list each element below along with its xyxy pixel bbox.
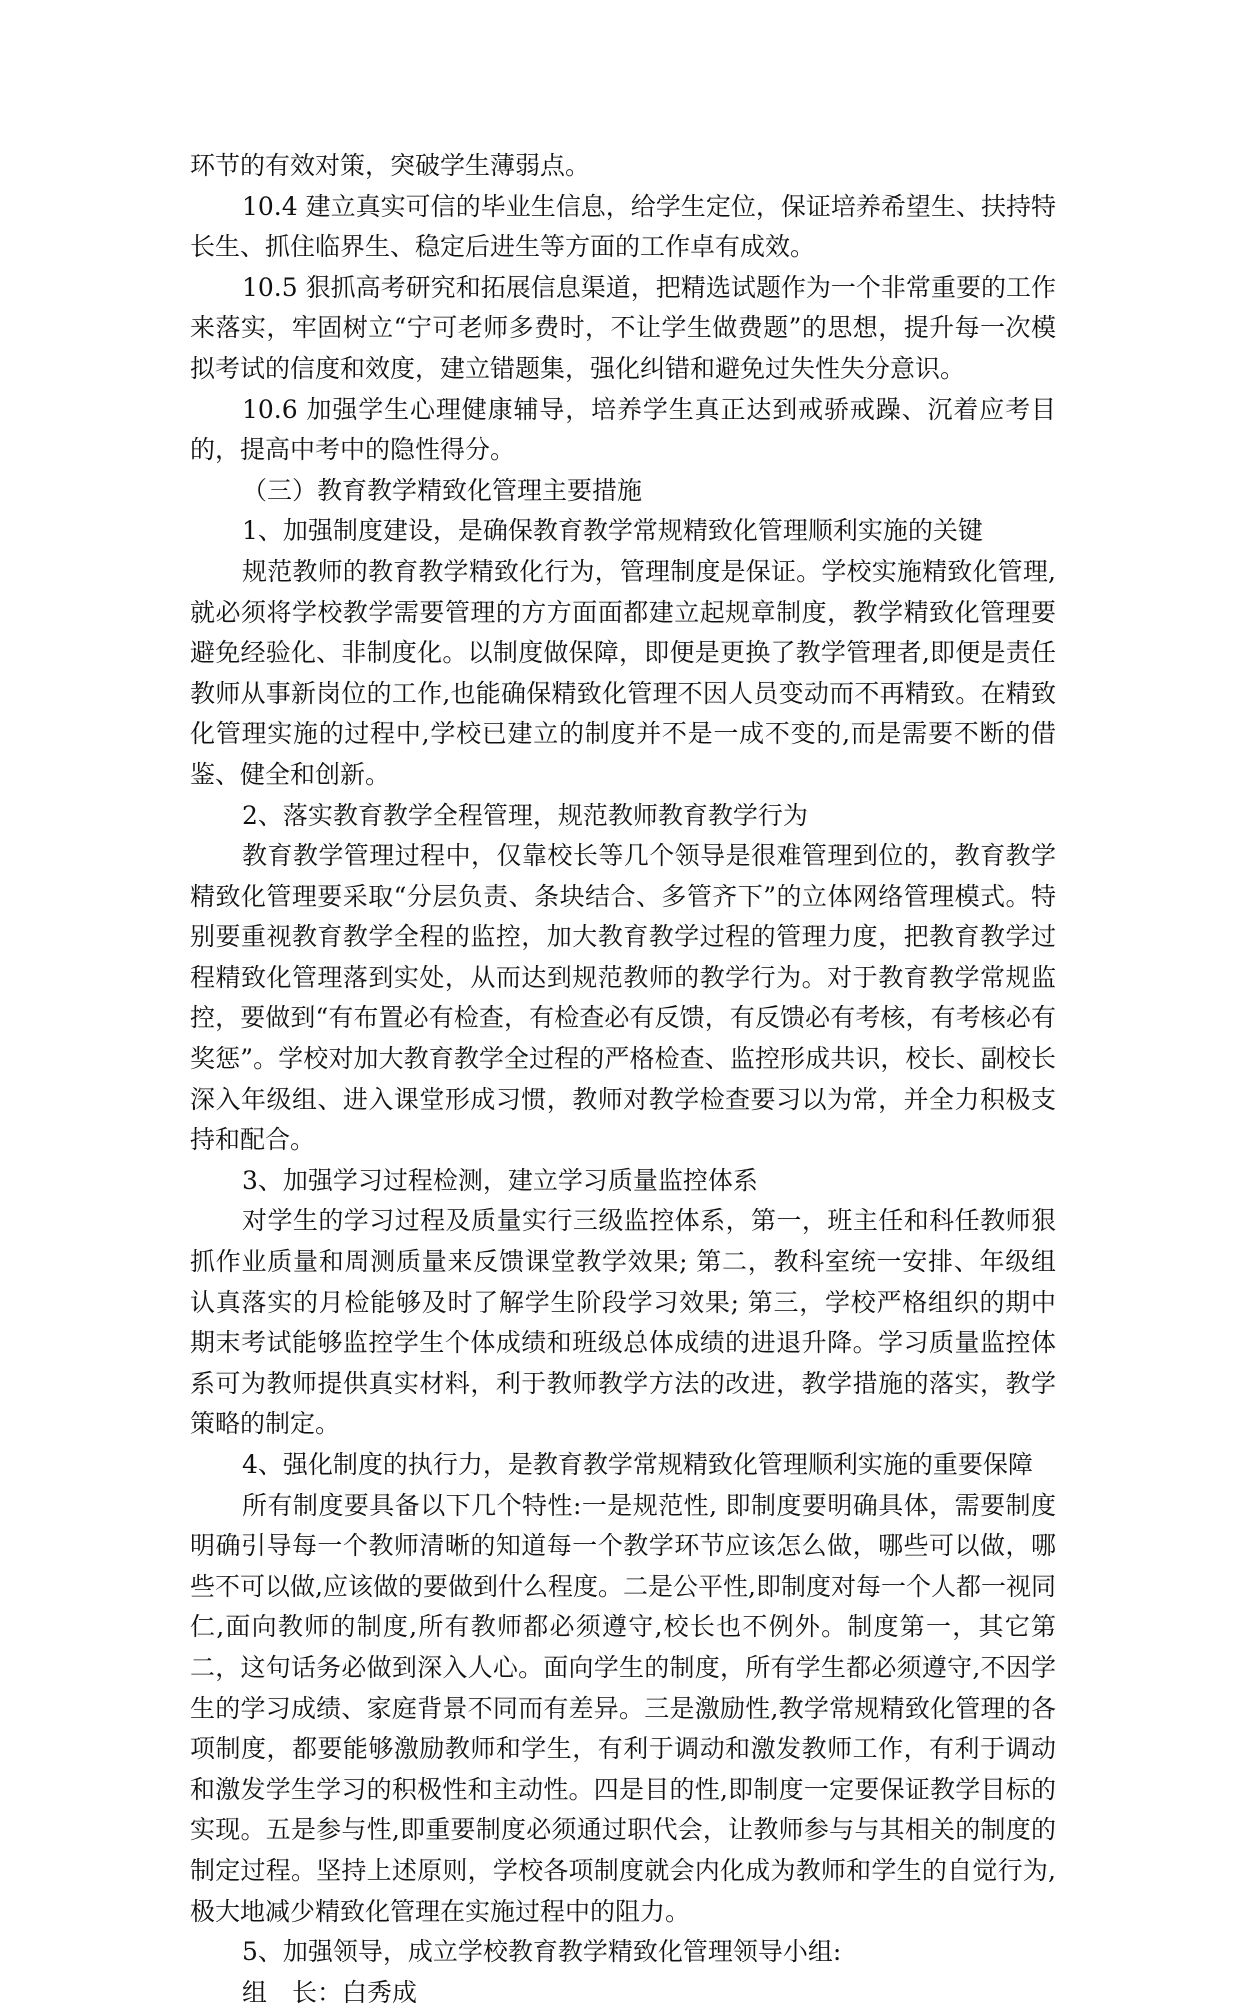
subheading-1: 1、加强制度建设，是确保教育教学常规精致化管理顺利实施的关键	[242, 516, 983, 546]
paragraph-body-1: 规范教师的教育教学精致化行为，管理制度是保证。学校实施精致化管理,就必须将学校教学需要管理的方方面面都建立起规章制度，教学精致化管理要避免经验化、非制度化。以制度做保障，即便是更换了教学管理者,即便是责任教师从事新岗位的工作,也能确保精致化管理不因人员变动而不再精致。在精致化管理实施的过程中,学校已建立的制度并不是一成不变的,而是需要不断的借鉴、健全和创新。	[190, 556, 1056, 789]
subheading-2: 2、落实教育教学全程管理，规范教师教育教学行为	[242, 800, 808, 830]
subheading-4: 4、强化制度的执行力，是教育教学常规精致化管理顺利实施的重要保障	[242, 1450, 1033, 1479]
paragraph-body-3: 对学生的学习过程及质量实行三级监控体系，第一，班主任和科任教师狠抓作业质量和周测质量来反馈课堂教学效果; 第二，教科室统一安排、年级组认真落实的月检能够及时了解学生阶段学习效果; 第三，学校严格组织的期中期末考试能够监控学生个体成绩和班级总体成绩的进退升降。学习质量监控体系可为教师提供真实材料，利于教师教学方法的改进，教学措施的落实，教学策略的制定。	[190, 1206, 1056, 1439]
paragraph-10-4: 10.4 建立真实可信的毕业生信息，给学生定位，保证培养希望生、扶持特长生、抓住临界生、稳定后进生等方面的工作卓有成效。	[190, 191, 1056, 262]
paragraph-continuation: 环节的有效对策，突破学生薄弱点。	[190, 151, 591, 180]
subheading-3: 3、加强学习过程检测，建立学习质量监控体系	[242, 1165, 758, 1195]
section-heading-3: （三）教育教学精致化管理主要措施	[242, 475, 643, 505]
paragraph-10-6: 10.6 加强学生心理健康辅导，培养学生真正达到戒骄戒躁、沉着应考目的，提高中考中的隐性得分。	[190, 394, 1056, 465]
paragraph-body-2: 教育教学管理过程中，仅靠校长等几个领导是很难管理到位的，教育教学精致化管理要采取“分层负责、条块结合、多管齐下”的立体网络管理模式。特别要重视教育教学全程的监控，加大教育教学过程的管理力度，把教育教学过程精致化管理落到实处，从而达到规范教师的教学行为。对于教育教学常规监控，要做到“有布置必有检查，有检查必有反馈，有反馈必有考核，有考核必有奖惩”。学校对加大教育教学全过程的严格检查、监控形成共识，校长、副校长深入年级组、进入课堂形成习惯，教师对教学检查要习以为常，并全力积极支持和配合。	[190, 841, 1056, 1155]
document-body	[190, 146, 1056, 2013]
group-leader-line: 组 长：白秀成	[242, 1977, 418, 2007]
paragraph-10-5: 10.5 狠抓高考研究和拓展信息渠道，把精选试题作为一个非常重要的工作来落实，牢固树立“宁可老师多费时，不让学生做费题”的思想，提升每一次模拟考试的信度和效度，建立错题集，强化纠错和避免过失性失分意识。	[190, 272, 1056, 383]
paragraph-body-4: 所有制度要具备以下几个特性:一是规范性, 即制度要明确具体，需要制度明确引导每一个教师清晰的知道每一个教学环节应该怎么做，哪些可以做，哪些不可以做,应该做的要做到什么程度。二是公平性,即制度对每一个人都一视同仁,面向教师的制度,所有教师都必须遵守,校长也不例外。制度第一，其它第二，这句话务必做到深入人心。面向学生的制度，所有学生都必须遵守,不因学生的学习成绩、家庭背景不同而有差异。三是激励性,教学常规精致化管理的各项制度，都要能够激励教师和学生，有利于调动和激发教师工作，有利于调动和激发学生学习的积极性和主动性。四是目的性,即制度一定要保证教学目标的实现。五是参与性,即重要制度必须通过职代会，让教师参与与其相关的制度的制定过程。坚持上述原则，学校各项制度就会内化成为教师和学生的自觉行为,极大地减少精致化管理在实施过程中的阻力。	[190, 1490, 1056, 1926]
subheading-5: 5、加强领导，成立学校教育教学精致化管理领导小组:	[242, 1937, 842, 1967]
